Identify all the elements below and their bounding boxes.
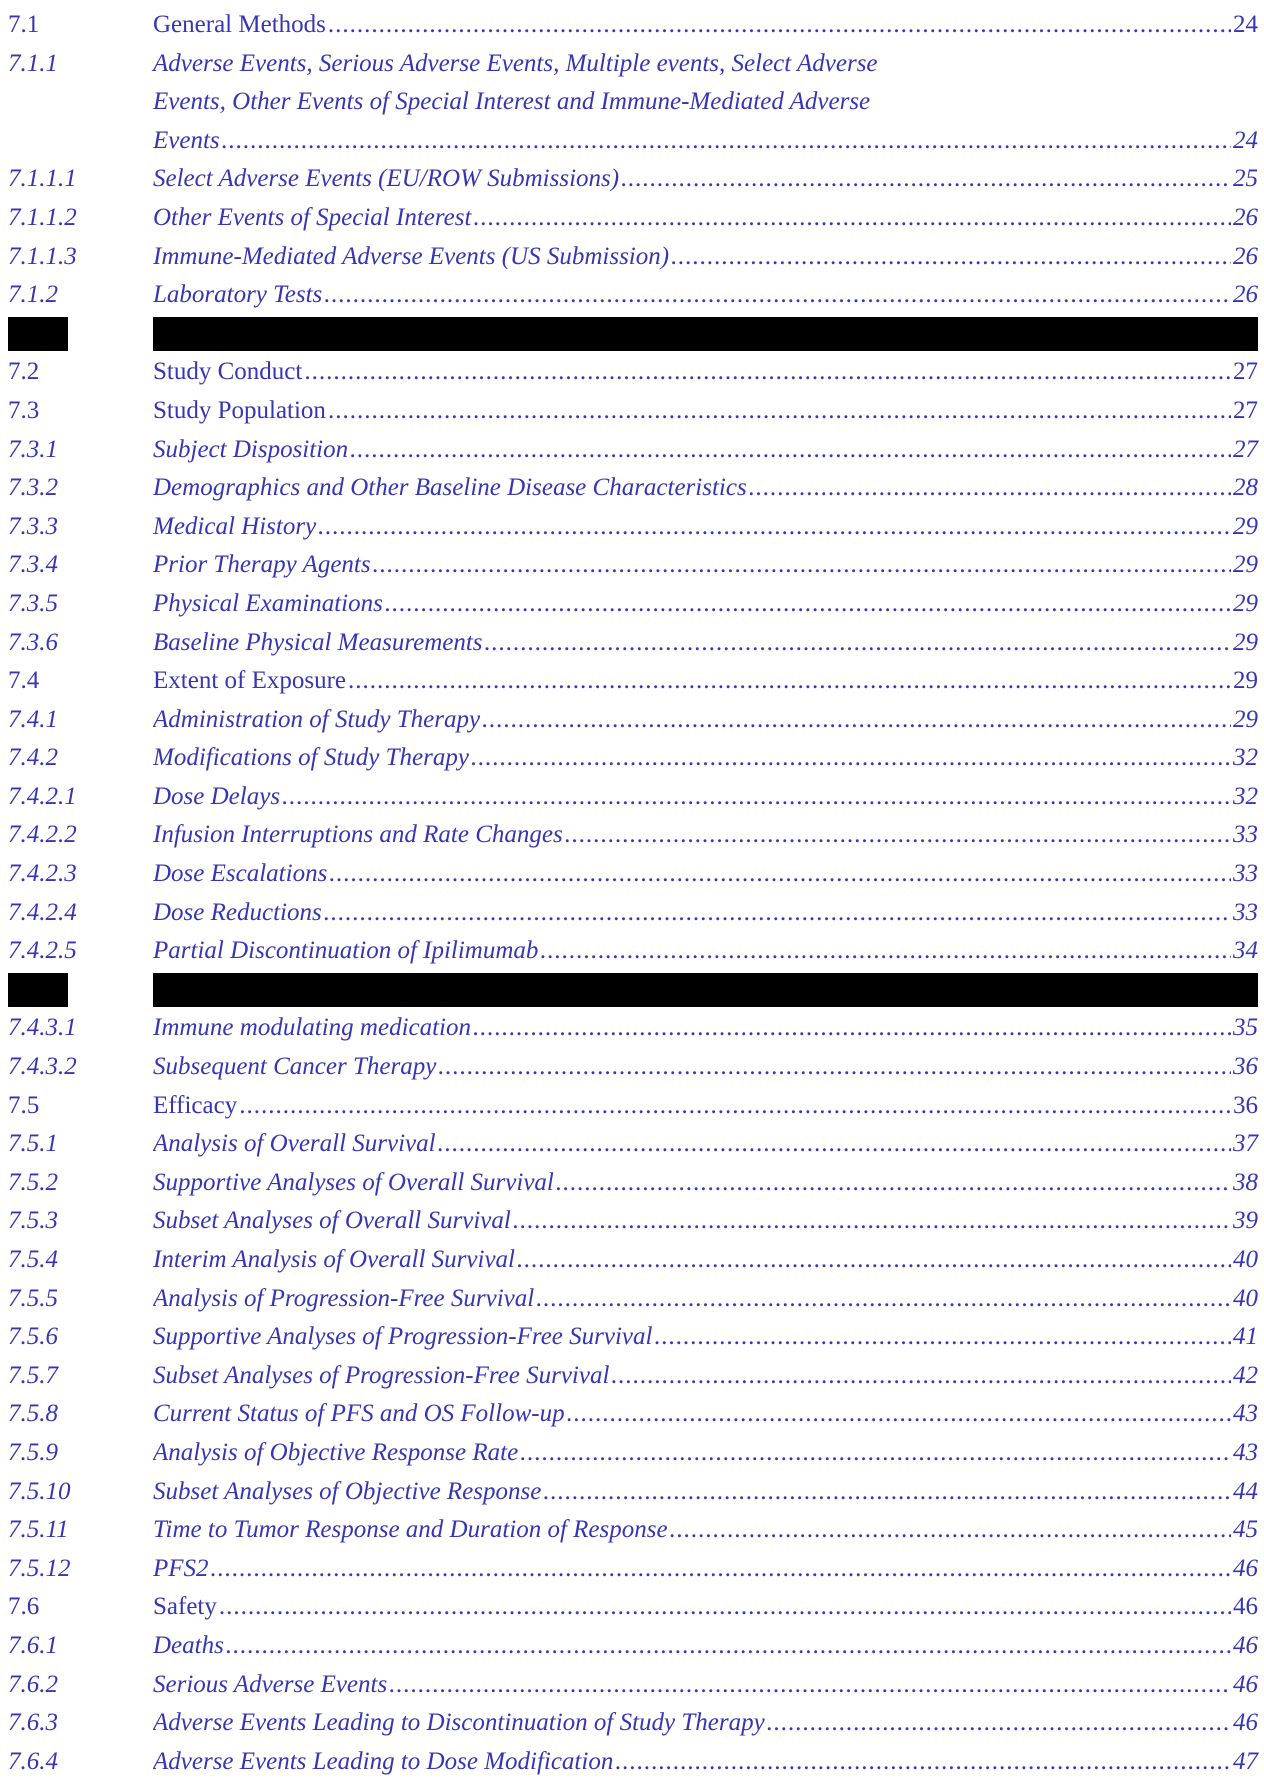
toc-entry-number: 7.6	[8, 1593, 40, 1621]
toc-entry-title: Analysis of Objective Response Rate	[153, 1438, 519, 1466]
toc-entry-number: 7.2	[8, 358, 40, 386]
toc-entry-number: 7.5.10	[8, 1477, 71, 1505]
toc-entry-number: 7.4	[8, 667, 40, 695]
toc-entry-page: 32	[1233, 744, 1258, 772]
toc-entry-page: 43	[1233, 1438, 1258, 1466]
toc-entry-number: 7.4.2.2	[8, 821, 77, 849]
toc-entry-number: 7.3.1	[8, 435, 58, 463]
toc-entry[interactable]	[8, 45, 1258, 161]
toc-entry-number: 7.3.5	[8, 589, 58, 617]
toc-entry-number: 7.5.12	[8, 1554, 71, 1582]
toc-entry-title: Study Conduct	[153, 358, 303, 386]
dot-leader	[350, 431, 1231, 470]
toc-entry-page: 46	[1233, 1709, 1258, 1737]
toc-entry-number: 7.1.1.3	[8, 242, 77, 270]
toc-entry-page: 41	[1233, 1323, 1258, 1351]
toc-entry-number: 7.5.6	[8, 1323, 58, 1351]
toc-entry[interactable]	[8, 1627, 1258, 1666]
toc-entry-title: Time to Tumor Response and Duration of Response	[153, 1516, 668, 1544]
toc-entry-page: 25	[1233, 165, 1258, 193]
toc-entry[interactable]	[8, 276, 1258, 315]
dot-leader	[654, 1318, 1231, 1357]
toc-entry-title: Efficacy	[153, 1091, 238, 1119]
dot-leader	[567, 1395, 1231, 1434]
toc-entry-title: Subject Disposition	[153, 435, 349, 463]
toc-entry-title: Dose Reductions	[153, 898, 322, 926]
toc-entry-title: Analysis of Overall Survival	[153, 1130, 436, 1158]
toc-entry-page: 43	[1233, 1400, 1258, 1428]
toc-entry-title: Laboratory Tests	[153, 281, 323, 309]
toc-entry-number: 7.6.4	[8, 1747, 58, 1775]
toc-entry-title: Medical History	[153, 512, 317, 540]
toc-entry[interactable]	[8, 1048, 1258, 1087]
toc-entry-number: 7.5	[8, 1091, 40, 1119]
toc-entry[interactable]	[8, 739, 1258, 778]
toc-entry-page: 42	[1233, 1361, 1258, 1389]
toc-entry-title: Events	[153, 126, 220, 154]
redacted-row	[8, 315, 1258, 354]
toc-entry-number: 7.3	[8, 396, 40, 424]
toc-entry-number: 7.5.4	[8, 1246, 58, 1273]
toc-entry-number: 7.4.2.5	[8, 937, 77, 965]
toc-entry[interactable]	[8, 469, 1258, 508]
dot-leader	[473, 1009, 1231, 1048]
toc-entry[interactable]	[8, 160, 1258, 199]
toc-entry-title: Adverse Events Leading to Discontinuation of Study Therapy	[153, 1709, 765, 1737]
toc-entry[interactable]	[8, 1743, 1258, 1781]
dot-leader	[385, 585, 1231, 624]
toc-entry-title-line: Adverse Events, Serious Adverse Events, Multiple events, Select Adverse	[153, 49, 878, 77]
toc-entry-title: Dose Delays	[153, 782, 281, 810]
toc-entry-page: 29	[1233, 512, 1258, 540]
toc-entry-page: 37	[1233, 1130, 1258, 1158]
toc-entry-title: Demographics and Other Baseline Disease Characteristics	[153, 474, 747, 502]
toc-entry-number: 7.5.2	[8, 1168, 58, 1196]
toc-entry-number: 7.4.1	[8, 705, 58, 733]
dot-leader	[226, 1627, 1231, 1666]
toc-entry-number: 7.4.3.2	[8, 1053, 77, 1081]
toc-entry[interactable]	[8, 546, 1258, 585]
toc-entry[interactable]	[8, 1395, 1258, 1434]
toc-entry-page: 34	[1233, 937, 1258, 965]
toc-entry-title: Immune-Mediated Adverse Events (US Submission)	[153, 242, 670, 270]
toc-entry[interactable]	[8, 1550, 1258, 1589]
toc-entry[interactable]	[8, 1087, 1258, 1126]
dot-leader	[520, 1434, 1231, 1473]
dot-leader	[485, 624, 1231, 663]
toc-entry-title: Analysis of Progression-Free Survival	[153, 1284, 535, 1312]
dot-leader	[389, 1666, 1231, 1705]
dot-leader	[615, 1743, 1231, 1781]
toc-entry[interactable]	[8, 1666, 1258, 1705]
dot-leader	[348, 662, 1231, 701]
dot-leader	[438, 1125, 1231, 1164]
toc-entry-title: Subset Analyses of Progression-Free Survival	[153, 1361, 610, 1389]
redaction-bar-title	[153, 317, 1258, 351]
toc-entry-title: Physical Examinations	[153, 589, 383, 617]
toc-entry[interactable]	[8, 1588, 1258, 1627]
toc-entry-page: 35	[1233, 1014, 1258, 1042]
toc-entry-title: Other Events of Special Interest	[153, 203, 472, 231]
toc-entry-number: 7.5.7	[8, 1361, 58, 1389]
dot-leader	[328, 392, 1231, 431]
toc-entry-title: Prior Therapy Agents	[153, 551, 371, 579]
toc-entry-number: 7.5.1	[8, 1130, 58, 1158]
toc-entry-title: Current Status of PFS and OS Follow-up	[153, 1400, 565, 1428]
dot-leader	[767, 1704, 1231, 1743]
toc-entry-page: 46	[1233, 1554, 1258, 1582]
toc-entry-page: 47	[1233, 1747, 1258, 1775]
toc-entry-page: 33	[1233, 898, 1258, 926]
toc-entry-number: 7.5.8	[8, 1400, 58, 1428]
toc-entry-page: 27	[1233, 435, 1258, 463]
toc-entry-title: Subset Analyses of Overall Survival	[153, 1207, 511, 1235]
toc-entry[interactable]	[8, 238, 1258, 277]
dot-leader	[482, 701, 1231, 740]
redacted-row	[8, 971, 1258, 1010]
toc-entry-number: 7.3.2	[8, 474, 58, 502]
toc-entry[interactable]	[8, 1125, 1258, 1164]
toc-entry-number: 7.6.3	[8, 1709, 58, 1737]
dot-leader	[621, 160, 1231, 199]
toc-entry-title: General Methods	[153, 11, 326, 38]
toc-entry-title: Subset Analyses of Objective Response	[153, 1477, 542, 1505]
toc-entry[interactable]	[8, 353, 1258, 392]
toc-entry-number: 7.1.2	[8, 281, 58, 309]
toc-entry-page: 46	[1233, 1593, 1258, 1621]
toc-entry-title: Serious Adverse Events	[153, 1670, 388, 1698]
toc-entry-page: 44	[1233, 1477, 1258, 1505]
dot-leader	[219, 1588, 1231, 1627]
toc-entry[interactable]	[8, 1434, 1258, 1473]
toc-entry[interactable]	[8, 1202, 1258, 1241]
toc-entry-number: 7.6.1	[8, 1631, 58, 1659]
toc-entry-number: 7.5.5	[8, 1284, 58, 1312]
toc-entry-number: 7.3.3	[8, 512, 58, 540]
dot-leader	[671, 238, 1231, 277]
toc-entry-title: Baseline Physical Measurements	[153, 628, 483, 656]
toc-entry-title: Deaths	[153, 1631, 224, 1659]
toc-entry-page: 27	[1233, 358, 1258, 386]
toc-entry[interactable]	[8, 392, 1258, 431]
toc-entry-page: 29	[1233, 589, 1258, 617]
toc-entry[interactable]	[8, 1164, 1258, 1203]
toc-entry[interactable]	[8, 1511, 1258, 1550]
toc-entry-page: 36	[1233, 1053, 1258, 1081]
dot-leader	[473, 199, 1231, 238]
dot-leader	[517, 1241, 1231, 1280]
toc-entry-page: 40	[1233, 1284, 1258, 1312]
toc-entry[interactable]	[8, 778, 1258, 817]
toc-entry-number: 7.5.11	[8, 1516, 69, 1544]
toc-entry-page: 29	[1233, 667, 1258, 695]
toc-entry[interactable]	[8, 1704, 1258, 1743]
toc-entry-number: 7.4.2	[8, 744, 58, 772]
toc-entry-title: Administration of Study Therapy	[153, 705, 481, 733]
toc-entry-page: 39	[1233, 1207, 1258, 1235]
dot-leader	[282, 778, 1231, 817]
toc-entry-page: 29	[1233, 628, 1258, 656]
toc-entry[interactable]	[8, 1009, 1258, 1048]
toc-entry-number: 7.5.9	[8, 1438, 58, 1466]
dot-leader	[318, 508, 1231, 547]
toc-entry[interactable]	[8, 855, 1258, 894]
toc-entry-page: 40	[1233, 1246, 1258, 1273]
toc-entry-title: Immune modulating medication	[153, 1014, 472, 1042]
toc-entry-page: 33	[1233, 860, 1258, 888]
dot-leader	[239, 1087, 1231, 1126]
toc-entry[interactable]	[8, 816, 1258, 855]
toc-entry-number: 7.1.1.1	[8, 165, 77, 193]
toc-entry[interactable]	[8, 1357, 1258, 1396]
dot-leader	[328, 6, 1231, 45]
toc-entry-title: Supportive Analyses of Overall Survival	[153, 1168, 554, 1196]
toc-entry-page: 36	[1233, 1091, 1258, 1119]
toc-entry[interactable]	[8, 6, 1258, 45]
toc-entry-number: 7.4.2.4	[8, 898, 77, 926]
dot-leader	[670, 1511, 1231, 1550]
toc-entry-page: 46	[1233, 1670, 1258, 1698]
toc-entry-page: 29	[1233, 705, 1258, 733]
toc-entry-title: Adverse Events Leading to Dose Modification	[153, 1747, 614, 1775]
toc-entry-title: Extent of Exposure	[153, 667, 347, 695]
toc-entry-number: 7.1.1	[8, 49, 58, 77]
dot-leader	[540, 932, 1231, 971]
toc-entry-page: 28	[1233, 474, 1258, 502]
toc-entry-title: Safety	[153, 1593, 217, 1621]
toc-entry-title: Dose Escalations	[153, 860, 328, 888]
dot-leader	[749, 469, 1231, 508]
toc-entry[interactable]	[8, 508, 1258, 547]
toc-entry-page: 26	[1233, 203, 1258, 231]
toc-entry-page: 27	[1233, 396, 1258, 424]
toc-entry-number: 7.1.1.2	[8, 203, 77, 231]
dot-leader	[211, 1550, 1231, 1589]
toc-entry-title: Modifications of Study Therapy	[153, 744, 469, 772]
dot-leader	[565, 816, 1231, 855]
toc-entry-number: 7.5.3	[8, 1207, 58, 1235]
toc-entry-page: 46	[1233, 1631, 1258, 1659]
toc-entry[interactable]	[8, 894, 1258, 933]
toc-entry-number: 7.3.4	[8, 551, 58, 579]
toc-entry-page: 33	[1233, 821, 1258, 849]
toc-entry[interactable]	[8, 701, 1258, 740]
toc-entry-title: Study Population	[153, 396, 326, 424]
toc-entry[interactable]	[8, 1318, 1258, 1357]
redaction-bar-number	[8, 317, 68, 351]
toc-entry-title: Partial Discontinuation of Ipilimumab	[153, 937, 539, 965]
toc-entry-number: 7.4.2.1	[8, 782, 77, 810]
toc-entry[interactable]	[8, 624, 1258, 663]
toc-entry-page: 26	[1233, 242, 1258, 270]
toc-entry[interactable]	[8, 1241, 1258, 1280]
toc-entry-title: Select Adverse Events (EU/ROW Submissions)	[153, 165, 620, 193]
dot-leader	[556, 1164, 1231, 1203]
toc-entry-title: Supportive Analyses of Progression-Free Survival	[153, 1323, 653, 1351]
redaction-bar-title	[153, 973, 1258, 1007]
dot-leader	[222, 122, 1231, 161]
redaction-bar-number	[8, 973, 68, 1007]
toc-entry-number: 7.1	[8, 11, 40, 38]
dot-leader	[329, 855, 1231, 894]
toc-entry-number: 7.4.2.3	[8, 860, 77, 888]
dot-leader	[536, 1280, 1231, 1319]
toc-entry-page: 45	[1233, 1516, 1258, 1544]
toc-entry-title: Infusion Interruptions and Rate Changes	[153, 821, 563, 849]
table-of-contents	[8, 6, 1258, 1781]
toc-entry[interactable]	[8, 1473, 1258, 1512]
toc-entry-number: 7.3.6	[8, 628, 58, 656]
toc-entry[interactable]	[8, 585, 1258, 624]
toc-entry-number: 7.6.2	[8, 1670, 58, 1698]
toc-entry-page: 24	[1233, 126, 1258, 154]
toc-entry[interactable]	[8, 431, 1258, 470]
toc-entry-number: 7.4.3.1	[8, 1014, 77, 1042]
dot-leader	[324, 276, 1231, 315]
toc-entry-page: 24	[1233, 11, 1258, 38]
toc-entry-page: 29	[1233, 551, 1258, 579]
toc-entry-title: Subsequent Cancer Therapy	[153, 1053, 437, 1081]
dot-leader	[471, 739, 1231, 778]
dot-leader	[513, 1202, 1231, 1241]
dot-leader	[611, 1357, 1231, 1396]
toc-entry-page: 26	[1233, 281, 1258, 309]
toc-entry-title: Interim Analysis of Overall Survival	[153, 1246, 515, 1273]
toc-entry[interactable]	[8, 1280, 1258, 1319]
toc-entry[interactable]	[8, 932, 1258, 971]
dot-leader	[543, 1473, 1231, 1512]
dot-leader	[304, 353, 1231, 392]
dot-leader	[438, 1048, 1231, 1087]
toc-entry-page: 32	[1233, 782, 1258, 810]
toc-entry[interactable]	[8, 199, 1258, 238]
toc-entry[interactable]	[8, 662, 1258, 701]
toc-entry-title-line: Events, Other Events of Special Interest and Immune-Mediated Adverse	[153, 88, 871, 116]
dot-leader	[373, 546, 1231, 585]
dot-leader	[324, 894, 1231, 933]
toc-entry-page: 38	[1233, 1168, 1258, 1196]
toc-entry-title: PFS2	[153, 1554, 209, 1582]
